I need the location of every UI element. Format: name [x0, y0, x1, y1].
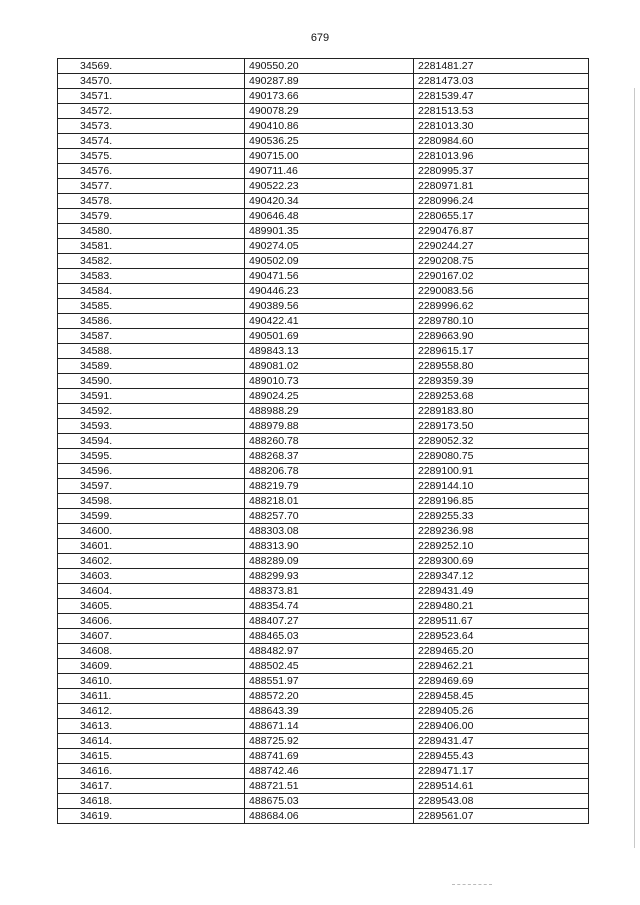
y-coordinate-cell: 2289255.33 [414, 509, 589, 524]
x-coordinate-cell: 489081.02 [245, 359, 414, 374]
y-coordinate-cell: 2280971.81 [414, 179, 589, 194]
y-coordinate-cell: 2290476.87 [414, 224, 589, 239]
point-id-cell: 34613. [58, 719, 245, 734]
point-id-cell: 34587. [58, 329, 245, 344]
table-row [58, 119, 589, 134]
table-row [58, 344, 589, 359]
table-row [58, 149, 589, 164]
point-id-cell: 34601. [58, 539, 245, 554]
point-id-cell: 34579. [58, 209, 245, 224]
x-coordinate-cell: 490711.46 [245, 164, 414, 179]
y-coordinate-cell: 2289511.67 [414, 614, 589, 629]
x-coordinate-cell: 489901.35 [245, 224, 414, 239]
table-row [58, 734, 589, 749]
y-coordinate-cell: 2289561.07 [414, 809, 589, 824]
table-row [58, 209, 589, 224]
y-coordinate-cell: 2289431.49 [414, 584, 589, 599]
point-id-cell: 34583. [58, 269, 245, 284]
y-coordinate-cell: 2280995.37 [414, 164, 589, 179]
point-id-cell: 34569. [58, 59, 245, 74]
x-coordinate-cell: 488643.39 [245, 704, 414, 719]
table-row [58, 554, 589, 569]
y-coordinate-cell: 2289523.64 [414, 629, 589, 644]
table-row [58, 284, 589, 299]
point-id-cell: 34582. [58, 254, 245, 269]
table-row [58, 314, 589, 329]
x-coordinate-cell: 488354.74 [245, 599, 414, 614]
table-row [58, 719, 589, 734]
y-coordinate-cell: 2289252.10 [414, 539, 589, 554]
y-coordinate-cell: 2289144.10 [414, 479, 589, 494]
point-id-cell: 34604. [58, 584, 245, 599]
x-coordinate-cell: 490646.48 [245, 209, 414, 224]
table-row [58, 74, 589, 89]
point-id-cell: 34602. [58, 554, 245, 569]
point-id-cell: 34585. [58, 299, 245, 314]
y-coordinate-cell: 2289173.50 [414, 419, 589, 434]
y-coordinate-cell: 2289183.80 [414, 404, 589, 419]
point-id-cell: 34589. [58, 359, 245, 374]
point-id-cell: 34616. [58, 764, 245, 779]
x-coordinate-cell: 490471.56 [245, 269, 414, 284]
x-coordinate-cell: 490274.05 [245, 239, 414, 254]
x-coordinate-cell: 488219.79 [245, 479, 414, 494]
point-id-cell: 34588. [58, 344, 245, 359]
x-coordinate-cell: 490287.89 [245, 74, 414, 89]
point-id-cell: 34607. [58, 629, 245, 644]
scan-edge-line [634, 88, 635, 848]
x-coordinate-cell: 488260.78 [245, 434, 414, 449]
y-coordinate-cell: 2289471.17 [414, 764, 589, 779]
y-coordinate-cell: 2289455.43 [414, 749, 589, 764]
table-row [58, 194, 589, 209]
x-coordinate-cell: 488407.27 [245, 614, 414, 629]
table-row [58, 629, 589, 644]
point-id-cell: 34617. [58, 779, 245, 794]
y-coordinate-cell: 2280655.17 [414, 209, 589, 224]
table-row [58, 614, 589, 629]
y-coordinate-cell: 2289514.61 [414, 779, 589, 794]
table-row [58, 134, 589, 149]
point-id-cell: 34609. [58, 659, 245, 674]
x-coordinate-cell: 490715.00 [245, 149, 414, 164]
coordinate-table [57, 58, 589, 824]
x-coordinate-cell: 488684.06 [245, 809, 414, 824]
point-id-cell: 34578. [58, 194, 245, 209]
table-row [58, 329, 589, 344]
table-row [58, 164, 589, 179]
point-id-cell: 34598. [58, 494, 245, 509]
table-row [58, 659, 589, 674]
y-coordinate-cell: 2289480.21 [414, 599, 589, 614]
y-coordinate-cell: 2289663.90 [414, 329, 589, 344]
x-coordinate-cell: 488289.09 [245, 554, 414, 569]
table-row [58, 179, 589, 194]
x-coordinate-cell: 488465.03 [245, 629, 414, 644]
point-id-cell: 34592. [58, 404, 245, 419]
x-coordinate-cell: 488373.81 [245, 584, 414, 599]
point-id-cell: 34576. [58, 164, 245, 179]
point-id-cell: 34611. [58, 689, 245, 704]
point-id-cell: 34574. [58, 134, 245, 149]
table-row [58, 704, 589, 719]
x-coordinate-cell: 488988.29 [245, 404, 414, 419]
x-coordinate-cell: 488482.97 [245, 644, 414, 659]
point-id-cell: 34586. [58, 314, 245, 329]
table-row [58, 584, 589, 599]
y-coordinate-cell: 2289405.26 [414, 704, 589, 719]
table-row [58, 749, 589, 764]
y-coordinate-cell: 2290167.02 [414, 269, 589, 284]
y-coordinate-cell: 2289300.69 [414, 554, 589, 569]
y-coordinate-cell: 2289462.21 [414, 659, 589, 674]
x-coordinate-cell: 489024.25 [245, 389, 414, 404]
x-coordinate-cell: 488725.92 [245, 734, 414, 749]
x-coordinate-cell: 488551.97 [245, 674, 414, 689]
x-coordinate-cell: 488675.03 [245, 794, 414, 809]
y-coordinate-cell: 2280996.24 [414, 194, 589, 209]
table-row [58, 89, 589, 104]
table-row [58, 569, 589, 584]
point-id-cell: 34594. [58, 434, 245, 449]
point-id-cell: 34577. [58, 179, 245, 194]
point-id-cell: 34614. [58, 734, 245, 749]
table-row [58, 404, 589, 419]
table-row [58, 269, 589, 284]
x-coordinate-cell: 488979.88 [245, 419, 414, 434]
table-row [58, 779, 589, 794]
x-coordinate-cell: 488671.14 [245, 719, 414, 734]
table-row [58, 464, 589, 479]
y-coordinate-cell: 2289996.62 [414, 299, 589, 314]
point-id-cell: 34597. [58, 479, 245, 494]
point-id-cell: 34590. [58, 374, 245, 389]
y-coordinate-cell: 2281539.47 [414, 89, 589, 104]
point-id-cell: 34599. [58, 509, 245, 524]
x-coordinate-cell: 490502.09 [245, 254, 414, 269]
x-coordinate-cell: 490173.66 [245, 89, 414, 104]
y-coordinate-cell: 2289236.98 [414, 524, 589, 539]
table-row [58, 104, 589, 119]
table-row [58, 494, 589, 509]
table-row [58, 524, 589, 539]
point-id-cell: 34605. [58, 599, 245, 614]
point-id-cell: 34580. [58, 224, 245, 239]
x-coordinate-cell: 489843.13 [245, 344, 414, 359]
point-id-cell: 34608. [58, 644, 245, 659]
x-coordinate-cell: 490420.34 [245, 194, 414, 209]
y-coordinate-cell: 2289196.85 [414, 494, 589, 509]
x-coordinate-cell: 488313.90 [245, 539, 414, 554]
x-coordinate-cell: 488742.46 [245, 764, 414, 779]
y-coordinate-cell: 2281013.30 [414, 119, 589, 134]
y-coordinate-cell: 2289406.00 [414, 719, 589, 734]
point-id-cell: 34584. [58, 284, 245, 299]
table-row [58, 419, 589, 434]
y-coordinate-cell: 2281513.53 [414, 104, 589, 119]
x-coordinate-cell: 490446.23 [245, 284, 414, 299]
table-row [58, 644, 589, 659]
x-coordinate-cell: 488303.08 [245, 524, 414, 539]
table-row [58, 239, 589, 254]
table-row [58, 509, 589, 524]
y-coordinate-cell: 2289558.80 [414, 359, 589, 374]
point-id-cell: 34571. [58, 89, 245, 104]
y-coordinate-cell: 2280984.60 [414, 134, 589, 149]
point-id-cell: 34606. [58, 614, 245, 629]
table-row [58, 224, 589, 239]
y-coordinate-cell: 2289359.39 [414, 374, 589, 389]
x-coordinate-cell: 488721.51 [245, 779, 414, 794]
table-row [58, 599, 589, 614]
table-row [58, 449, 589, 464]
point-id-cell: 34575. [58, 149, 245, 164]
table-row [58, 389, 589, 404]
coordinate-table-body [58, 59, 589, 824]
y-coordinate-cell: 2289080.75 [414, 449, 589, 464]
x-coordinate-cell: 490389.56 [245, 299, 414, 314]
x-coordinate-cell: 490422.41 [245, 314, 414, 329]
table-row [58, 254, 589, 269]
x-coordinate-cell: 489010.73 [245, 374, 414, 389]
table-row [58, 794, 589, 809]
x-coordinate-cell: 488502.45 [245, 659, 414, 674]
y-coordinate-cell: 2289458.45 [414, 689, 589, 704]
table-row [58, 434, 589, 449]
table-row [58, 374, 589, 389]
y-coordinate-cell: 2281013.96 [414, 149, 589, 164]
table-row [58, 59, 589, 74]
point-id-cell: 34618. [58, 794, 245, 809]
x-coordinate-cell: 488218.01 [245, 494, 414, 509]
point-id-cell: 34572. [58, 104, 245, 119]
y-coordinate-cell: 2289469.69 [414, 674, 589, 689]
y-coordinate-cell: 2289780.10 [414, 314, 589, 329]
x-coordinate-cell: 488741.69 [245, 749, 414, 764]
point-id-cell: 34610. [58, 674, 245, 689]
y-coordinate-cell: 2289100.91 [414, 464, 589, 479]
x-coordinate-cell: 488206.78 [245, 464, 414, 479]
x-coordinate-cell: 490522.23 [245, 179, 414, 194]
table-row [58, 539, 589, 554]
x-coordinate-cell: 490536.25 [245, 134, 414, 149]
table-row [58, 764, 589, 779]
point-id-cell: 34619. [58, 809, 245, 824]
point-id-cell: 34573. [58, 119, 245, 134]
table-row [58, 674, 589, 689]
x-coordinate-cell: 488299.93 [245, 569, 414, 584]
y-coordinate-cell: 2290244.27 [414, 239, 589, 254]
x-coordinate-cell: 488257.70 [245, 509, 414, 524]
page-number: 679 [310, 32, 330, 44]
y-coordinate-cell: 2289347.12 [414, 569, 589, 584]
y-coordinate-cell: 2289615.17 [414, 344, 589, 359]
x-coordinate-cell: 490550.20 [245, 59, 414, 74]
point-id-cell: 34603. [58, 569, 245, 584]
point-id-cell: 34570. [58, 74, 245, 89]
y-coordinate-cell: 2289543.08 [414, 794, 589, 809]
x-coordinate-cell: 490078.29 [245, 104, 414, 119]
y-coordinate-cell: 2281481.27 [414, 59, 589, 74]
scan-corner-mark [452, 884, 492, 886]
x-coordinate-cell: 490501.69 [245, 329, 414, 344]
y-coordinate-cell: 2290083.56 [414, 284, 589, 299]
point-id-cell: 34593. [58, 419, 245, 434]
table-row [58, 299, 589, 314]
y-coordinate-cell: 2289052.32 [414, 434, 589, 449]
y-coordinate-cell: 2289431.47 [414, 734, 589, 749]
point-id-cell: 34600. [58, 524, 245, 539]
y-coordinate-cell: 2289253.68 [414, 389, 589, 404]
point-id-cell: 34596. [58, 464, 245, 479]
table-row [58, 479, 589, 494]
point-id-cell: 34591. [58, 389, 245, 404]
y-coordinate-cell: 2290208.75 [414, 254, 589, 269]
table-row [58, 809, 589, 824]
x-coordinate-cell: 488268.37 [245, 449, 414, 464]
table-row [58, 689, 589, 704]
point-id-cell: 34612. [58, 704, 245, 719]
point-id-cell: 34595. [58, 449, 245, 464]
y-coordinate-cell: 2281473.03 [414, 74, 589, 89]
point-id-cell: 34581. [58, 239, 245, 254]
x-coordinate-cell: 490410.86 [245, 119, 414, 134]
point-id-cell: 34615. [58, 749, 245, 764]
table-row [58, 359, 589, 374]
x-coordinate-cell: 488572.20 [245, 689, 414, 704]
y-coordinate-cell: 2289465.20 [414, 644, 589, 659]
